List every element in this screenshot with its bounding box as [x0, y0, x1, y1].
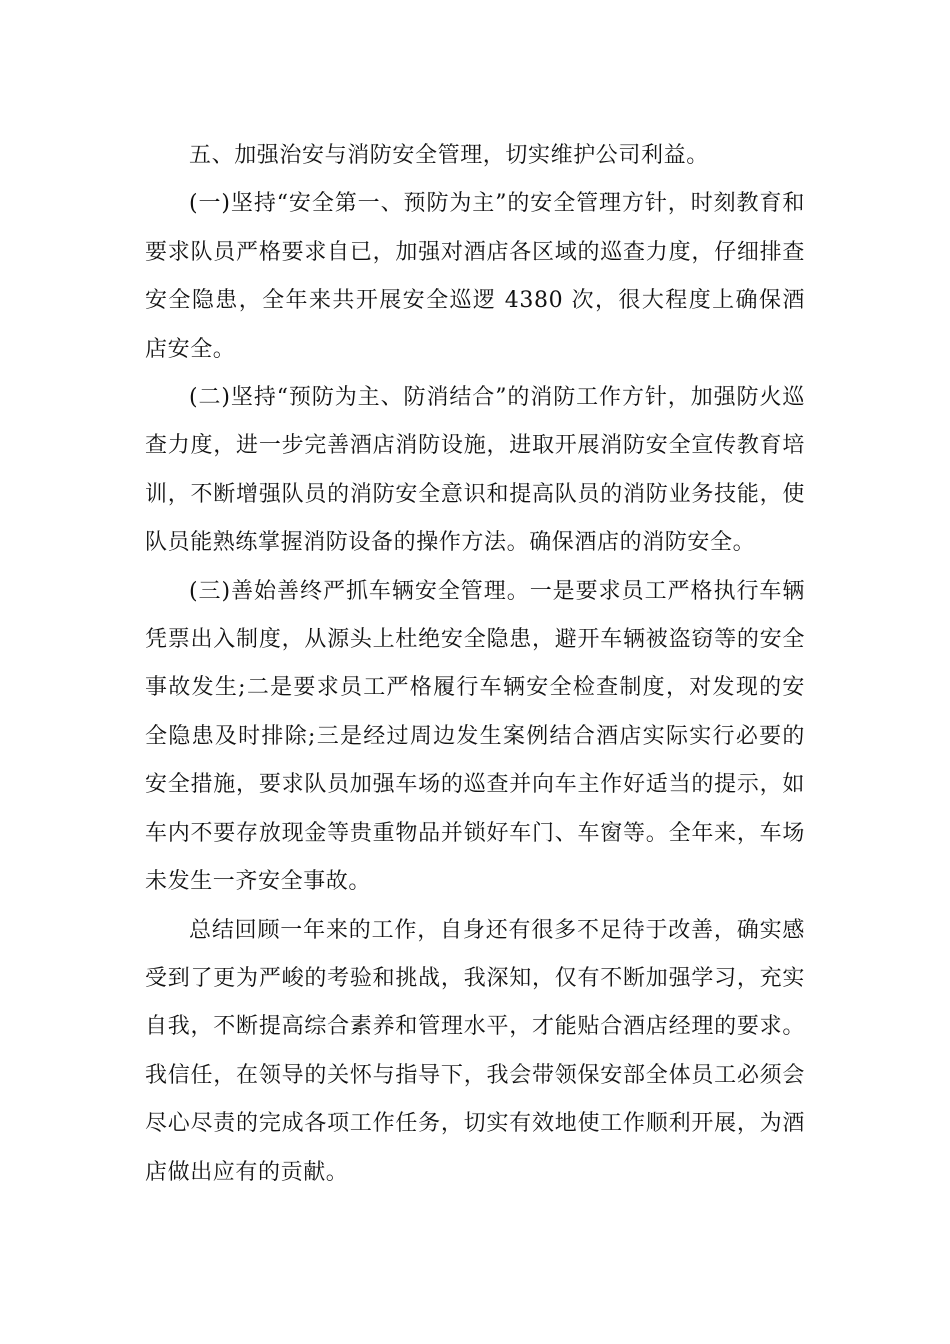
- document-body: [145, 132, 805, 1197]
- paragraph-vehicle-safety: (三)善始善终严抓车辆安全管理。一是要求员工严格执行车辆凭票出入制度，从源头上杜绝安全隐患，避开车辆被盗窃等的安全事故发生;二是要求员工严格履行车辆安全检查制度，对发现的安全隐患及时排除;三是经过周边发生案例结合酒店实际实行必要的安全措施，要求队员加强车场的巡查并向车主作好适当的提示，如车内不要存放现金等贵重物品并锁好车门、车窗等。全年来，车场未发生一齐安全事故。: [145, 578, 805, 895]
- section-heading: 五、加强治安与消防安全管理，切实维护公司利益。: [189, 143, 709, 168]
- paragraph-security-patrol: (一)坚持“安全第一、预防为主”的安全管理方针，时刻教育和要求队员严格要求自已，加强对酒店各区域的巡查力度，仔细排查安全隐患，全年来共开展安全巡逻 4380 次，很大程度上确保酒店安全。: [145, 191, 805, 362]
- paragraph-summary: 总结回顾一年来的工作，自身还有很多不足待于改善，确实感受到了更为严峻的考验和挑战，我深知，仅有不断加强学习，充实自我，不断提高综合素养和管理水平，才能贴合酒店经理的要求。我信任，在领导的关怀与指导下，我会带领保安部全体员工必须会尽心尽责的完成各项工作任务，切实有效地使工作顺利开展，为酒店做出应有的贡献。: [145, 917, 805, 1185]
- paragraph-fire-safety: (二)坚持“预防为主、防消结合”的消防工作方针，加强防火巡查力度，进一步完善酒店消防设施，进取开展消防安全宣传教育培训，不断增强队员的消防安全意识和提高队员的消防业务技能，使队员能熟练掌握消防设备的操作方法。确保酒店的消防安全。: [145, 385, 805, 556]
